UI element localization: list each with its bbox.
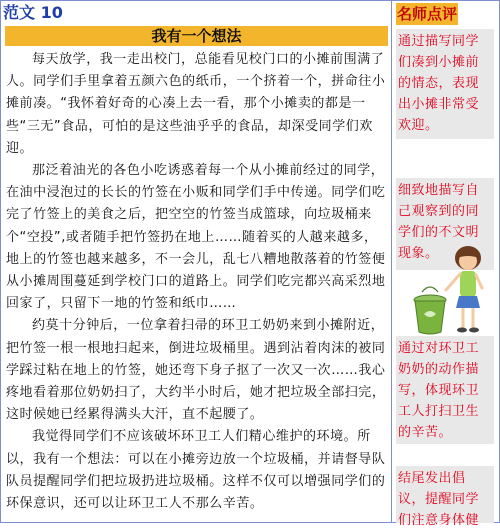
paragraph-3: 约莫十分钟后，一位拿着扫帚的环卫工奶奶来到小摊附近，把竹签一根一根地扫起来，倒进垃圾桶里。遇到沾着肉沫的被同学踩过粘在地上的竹签，她还弯下身子抠了一次又一次……我心疼地看着那位奶奶扫了，大约半小时后，她才把垃圾全部扫完，这时候她已经累得满头大汗，直不起腰了。 [6, 318, 386, 423]
essay-body [6, 49, 388, 515]
comment-note-4: 结尾发出倡议，提醒同学们注意身体健 [396, 466, 494, 523]
comment-note-3: 通过对环卫工奶奶的动作描写，体现环卫工人打扫卫生的辛苦。 [396, 336, 494, 444]
comment-note-2: 细致地描写自己观察到的同学们的不文明现象。 [396, 178, 494, 270]
trash-can-icon [414, 287, 446, 334]
essay-title: 我有一个想法 [5, 26, 388, 46]
essay-number-label: 范文 10 [3, 3, 63, 22]
comment-note-1: 通过描写同学们凑到小摊前的情态，表现出小摊非常受欢迎。 [396, 29, 494, 139]
paragraph-1: 每天放学，我一走出校门，总能看见校门口的小摊前围满了人。同学们手里拿着五颜六色的纸币，一个挤着一个，拼命往小摊前凑。“我怀着好奇的心凑上去一看，那个小摊卖的都是一些“三无”食品，可怕的是这些油乎乎的食品，却深受同学们欢迎。 [6, 52, 386, 156]
paragraph-4: 我觉得同学们不应该破坏环卫工人们精心维护的环境。所以，我有一个想法：可以在小摊旁边放一个垃圾桶，并请督导队队员提醒同学们把垃圾扔进垃圾桶。这样不仅可以增强同学们的环保意识，还可以让环卫工人不那么辛苦。 [6, 429, 386, 512]
girl-figure [446, 246, 482, 333]
girl-with-trash-can-illustration [408, 244, 494, 336]
paragraph-2: 那泛着油光的各色小吃诱惑着每一个从小摊前经过的同学，在油中浸泡过的长长的竹签在小贩和同学们手中传递。同学们吃完了竹签上的美食之后，把空空的竹签当成篮球，向垃圾桶来个“空投”,或者随手把竹签扔在地上……随着买的人越来越多，地上的竹签也越来越多，不一会儿，乱七八糟地散落着的竹签便从小摊周围蔓延到学校门口的道路上。同学们吃完都兴高采烈地回家了，只留下一地的竹签和纸巾…… [6, 163, 386, 312]
teacher-comment-header: 名师点评 [396, 5, 457, 23]
